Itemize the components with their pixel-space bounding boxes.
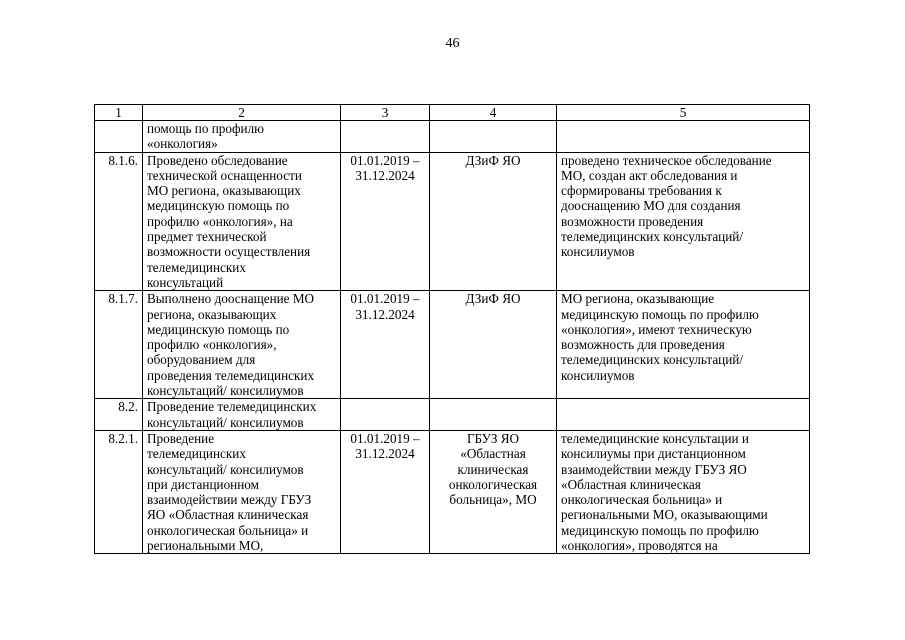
cell-line: помощь по профилю (147, 121, 265, 136)
cell-line: 01.01.2019 – (350, 430, 420, 446)
cell-line: Проведение телемедицинских (147, 399, 317, 415)
cell-number (95, 152, 143, 291)
cell-line: 8.2. (118, 399, 138, 415)
table-row (95, 291, 810, 399)
cell-number (95, 430, 143, 553)
cell-line (434, 399, 552, 414)
cell-line: «онкология», проводятся на (561, 538, 718, 554)
cell-line: консультаций (147, 274, 224, 290)
table-row (95, 430, 810, 553)
cell-line: онкологическая больница» и (147, 522, 309, 538)
cell-line: консилиумов (561, 367, 635, 383)
cell-line (345, 399, 425, 414)
cell-line: региональными МО, (147, 538, 264, 554)
cell-line: онкологическая больница» и (561, 492, 723, 508)
cell-line: клиническая (457, 461, 529, 477)
cell-period (341, 430, 430, 553)
cell-line: проведения телемедицинских (147, 367, 315, 383)
cell-event (143, 121, 341, 153)
cell-result (557, 121, 810, 153)
cell-result (557, 399, 810, 431)
cell-line: возможность для проведения (561, 337, 725, 353)
cell-executor (430, 121, 557, 153)
cell-line: медицинскую помощь по (147, 321, 290, 337)
cell-line: технической оснащенности (147, 167, 302, 183)
cell-line: взаимодействии между ГБУЗ (147, 492, 312, 508)
cell-line: предмет технической (147, 229, 267, 245)
cell-line: МО региона, оказывающие (561, 291, 715, 307)
cell-event (143, 430, 341, 553)
cell-number (95, 399, 143, 431)
cell-line (561, 121, 805, 136)
cell-line: 31.12.2024 (355, 167, 415, 183)
cell-line: оборудованием для (147, 352, 256, 368)
cell-line: консультаций/ консилиумов (147, 383, 304, 399)
cell-line: профилю «онкология», на (147, 213, 293, 229)
cell-line: 8.2.1. (108, 430, 138, 446)
cell-line: Проведение (147, 430, 215, 446)
cell-line: медицинскую помощь по (147, 198, 290, 214)
cell-line (561, 399, 805, 414)
cell-line: телемедицинских консультаций/ (561, 229, 744, 245)
table-row (95, 152, 810, 291)
cell-event (143, 399, 341, 431)
cell-line: проведено техническое обследование (561, 152, 772, 168)
cell-line: «Областная клиническая (561, 476, 701, 492)
cell-line: «онкология», имеют техническую (561, 321, 752, 337)
cell-line: сформированы требования к (561, 183, 722, 199)
cell-line: телемедицинских (147, 446, 246, 462)
cell-line: профилю «онкология», (147, 337, 277, 353)
col-header-2: 2 (143, 105, 341, 121)
cell-event (143, 152, 341, 291)
page-number: 46 (445, 36, 460, 51)
cell-line: ДЗиФ ЯО (465, 291, 521, 307)
cell-line: ГБУЗ ЯО (466, 430, 520, 446)
cell-number (95, 291, 143, 399)
cell-line: медицинскую помощь по профилю (561, 522, 759, 538)
cell-line: 01.01.2019 – (350, 291, 420, 307)
cell-executor (430, 399, 557, 431)
cell-line: «Областная (460, 446, 526, 462)
cell-line: региона, оказывающих (147, 306, 277, 322)
cell-line: 31.12.2024 (355, 446, 415, 462)
cell-line: 01.01.2019 – (350, 152, 420, 168)
cell-line: региональными МО, оказывающими (561, 507, 768, 523)
cell-line: ЯО «Областная клиническая (147, 507, 309, 523)
cell-result (557, 430, 810, 553)
cell-executor (430, 152, 557, 291)
cell-line: телемедицинские консультации и (561, 430, 749, 446)
cell-line: 8.1.6. (108, 152, 138, 168)
cell-executor (430, 430, 557, 553)
cell-line: консультаций/ консилиумов (147, 461, 304, 477)
cell-line (345, 121, 425, 136)
cell-line: при дистанционном (147, 476, 259, 492)
table-body (95, 121, 810, 554)
cell-line: «онкология» (147, 136, 218, 152)
cell-line: взаимодействии между ГБУЗ ЯО (561, 461, 747, 477)
col-header-4: 4 (430, 105, 557, 121)
cell-line: медицинскую помощь по профилю (561, 306, 759, 322)
cell-line: возможности осуществления (147, 244, 311, 260)
cell-period (341, 121, 430, 153)
cell-line: консультаций/ консилиумов (147, 414, 304, 430)
header-row (95, 105, 810, 121)
cell-result (557, 291, 810, 399)
cell-line: ДЗиФ ЯО (465, 152, 521, 168)
cell-line: телемедицинских консультаций/ (561, 352, 744, 368)
cell-line: больница», МО (449, 492, 537, 508)
cell-line (99, 121, 138, 136)
cell-line: 31.12.2024 (355, 306, 415, 322)
cell-period (341, 152, 430, 291)
plan-table (94, 104, 810, 554)
table-row (95, 121, 810, 153)
col-header-3: 3 (341, 105, 430, 121)
cell-line: Проведено обследование (147, 152, 288, 168)
cell-line: Выполнено дооснащение МО (147, 291, 315, 307)
cell-line: телемедицинских (147, 259, 246, 275)
cell-line: консилиумов (561, 244, 635, 260)
cell-line: онкологическая (448, 476, 538, 492)
cell-period (341, 291, 430, 399)
cell-period (341, 399, 430, 431)
cell-event (143, 291, 341, 399)
cell-line: 8.1.7. (108, 291, 138, 307)
cell-result (557, 152, 810, 291)
col-header-1: 1 (95, 105, 143, 121)
cell-number (95, 121, 143, 153)
cell-line: МО, создан акт обследования и (561, 167, 738, 183)
cell-line: МО региона, оказывающих (147, 183, 301, 199)
cell-executor (430, 291, 557, 399)
table-row (95, 399, 810, 431)
cell-line: консилиумы при дистанционном (561, 446, 746, 462)
cell-line (434, 121, 552, 136)
cell-line: дооснащению МО для создания (561, 198, 741, 214)
col-header-5: 5 (557, 105, 810, 121)
cell-line: возможности проведения (561, 213, 704, 229)
